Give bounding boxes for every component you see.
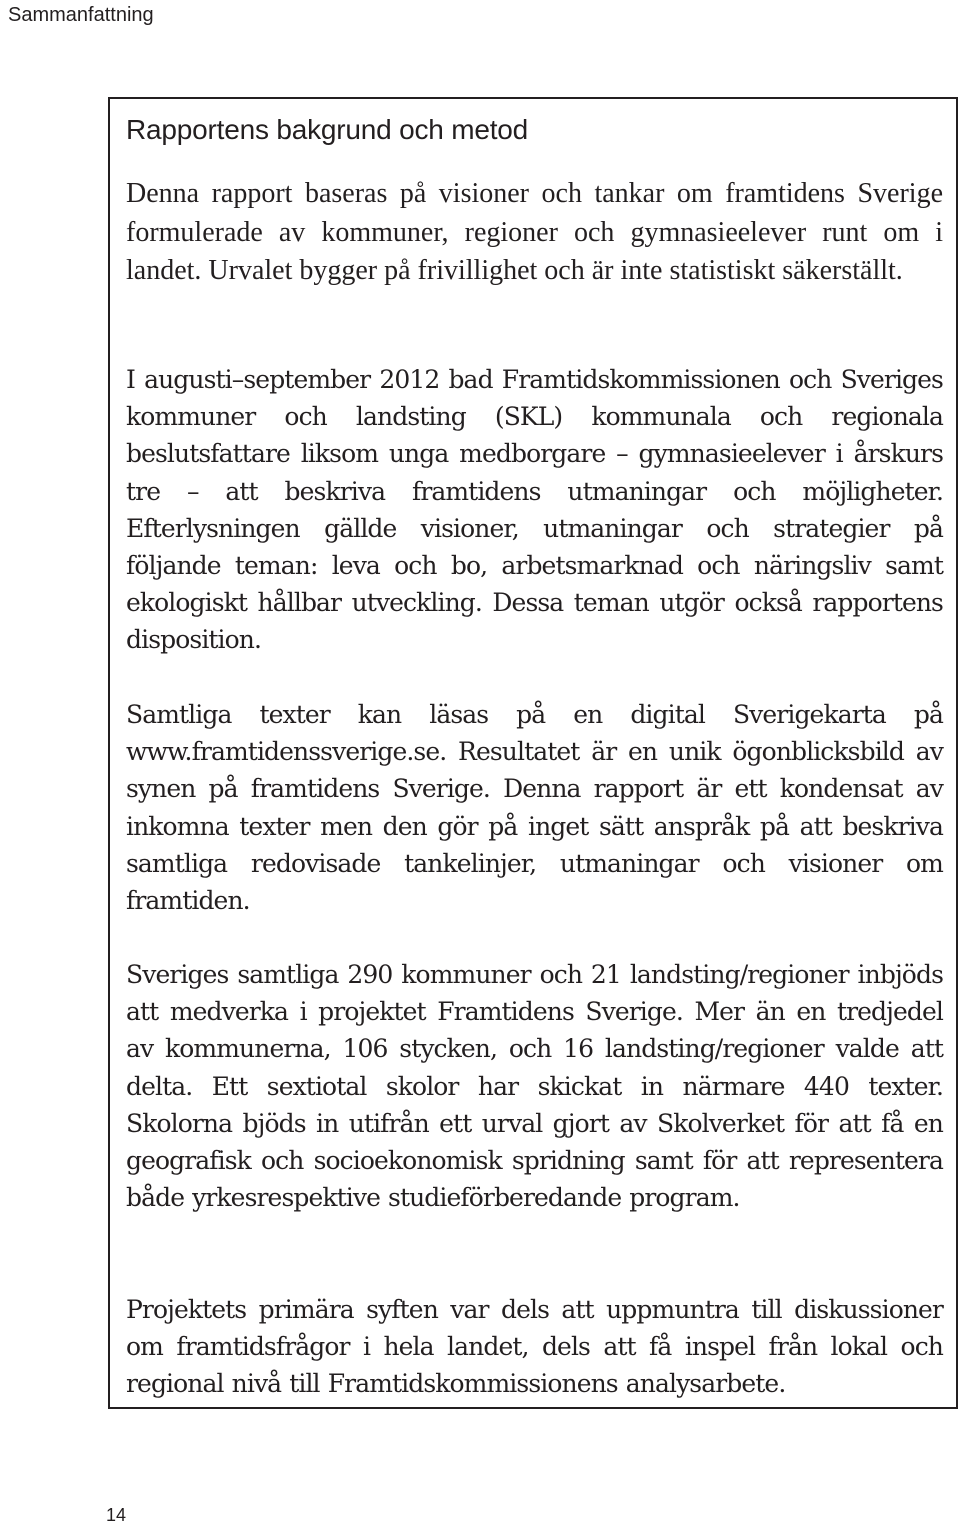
body-paragraph-participation: Sveriges samtliga 290 kommuner och 21 landsting/regioner inbjöds att medverka i projektet Framtidens Sverige. Mer än en tredjedel av kommunerna, 106 stycken, och 16 landsting/regioner valde att delta. Ett sextiotal skolor har skickat in närmare 440 texter. Skolorna bjöds in utifrån ett urval gjort av Skolverket för att få en geografisk och socioekonomisk spridning samt för att representera både yrkesrespektive studieförberedande program. <box>126 960 943 1213</box>
page-number: 14 <box>106 1505 127 1525</box>
summary-box <box>108 97 958 1409</box>
body-paragraph-digital-map: Samtliga texter kan läsas på en digital Sverigekarta på www.framtidenssverige.se. Resultatet är en unik ögonblicksbild av synen på framtidens Sverige. Denna rapport är ett kondensat av inkomna texter men den gör på inget sätt anspråk på att beskriva samtliga redovisade tankelinjer, utmaningar och visioner om framtiden. <box>126 700 943 916</box>
box-heading: Rapportens bakgrund och metod <box>126 114 529 145</box>
body-paragraph-purpose: Projektets primära syften var dels att uppmuntra till diskussioner om framtidsfrågor i hela landet, dels att få inspel från lokal och regional nivå till Framtidskommissionens analysarbete. <box>126 1295 943 1399</box>
body-paragraph-background: I augusti–september 2012 bad Framtidskommissionen och Sveriges kommuner och landsting (SKL) kommunala och regionala beslutsfattare liksom unga medborgare – gymnasieelever i årskurs tre – att beskriva framtidens utmaningar och möjligheter. Efterlysningen gällde visioner, utmaningar och strategier på följande teman: leva och bo, arbetsmarknad och näringsliv samt ekologiskt hållbar utveckling. Dessa teman utgör också rapportens disposition. <box>126 365 943 655</box>
running-head: Sammanfattning <box>8 4 154 26</box>
intro-paragraph: Denna rapport baseras på visioner och tankar om framtidens Sverige formulerade av kommuner, regioner och gymnasieelever runt om i landet. Urvalet bygger på frivillighet och är inte statistiskt säkerställt. <box>126 178 943 286</box>
